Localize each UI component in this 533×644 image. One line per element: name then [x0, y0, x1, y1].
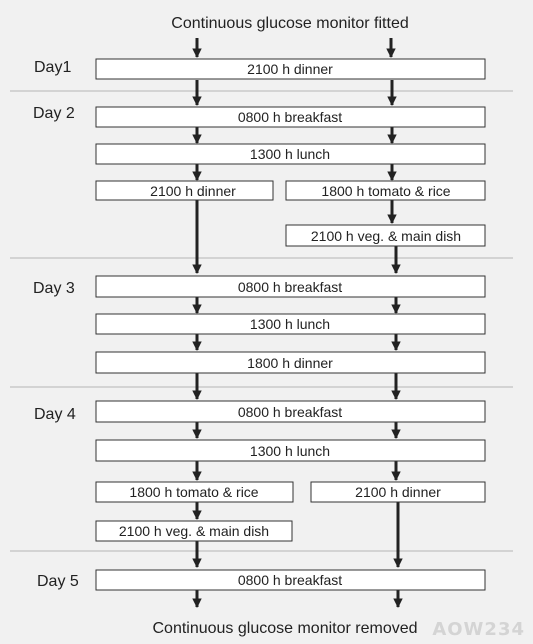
box-label: 2100 h dinner	[247, 61, 333, 77]
box-label: 0800 h breakfast	[237, 279, 343, 295]
box-label: 0800 h breakfast	[237, 572, 343, 588]
box-label: 1800 h tomato & rice	[129, 484, 259, 500]
box-label: 1300 h lunch	[249, 146, 331, 162]
watermark-logo: AOW234	[432, 619, 525, 640]
box-label: 1300 h lunch	[249, 443, 331, 459]
box-label: 0800 h breakfast	[237, 404, 343, 420]
day-label: Day 2	[33, 105, 75, 122]
box-label: 2100 h veg. & main dish	[118, 523, 270, 539]
box-label: 1800 h dinner	[247, 355, 333, 371]
box-label: 1800 h tomato & rice	[321, 183, 451, 199]
box-label: 1300 h lunch	[249, 316, 331, 332]
day-label: Day 3	[33, 280, 75, 297]
box-label: 2100 h veg. & main dish	[310, 228, 462, 244]
day-label: Day 4	[34, 406, 76, 423]
box-label: 2100 h dinner	[355, 484, 441, 500]
day-label: Day 5	[37, 573, 79, 590]
bottom-title: Continuous glucose monitor removed	[152, 620, 418, 637]
box-label: 0800 h breakfast	[237, 109, 343, 125]
day-label: Day1	[34, 59, 72, 76]
top-title: Continuous glucose monitor fitted	[171, 15, 409, 32]
box-label: 2100 h dinner	[150, 183, 236, 199]
